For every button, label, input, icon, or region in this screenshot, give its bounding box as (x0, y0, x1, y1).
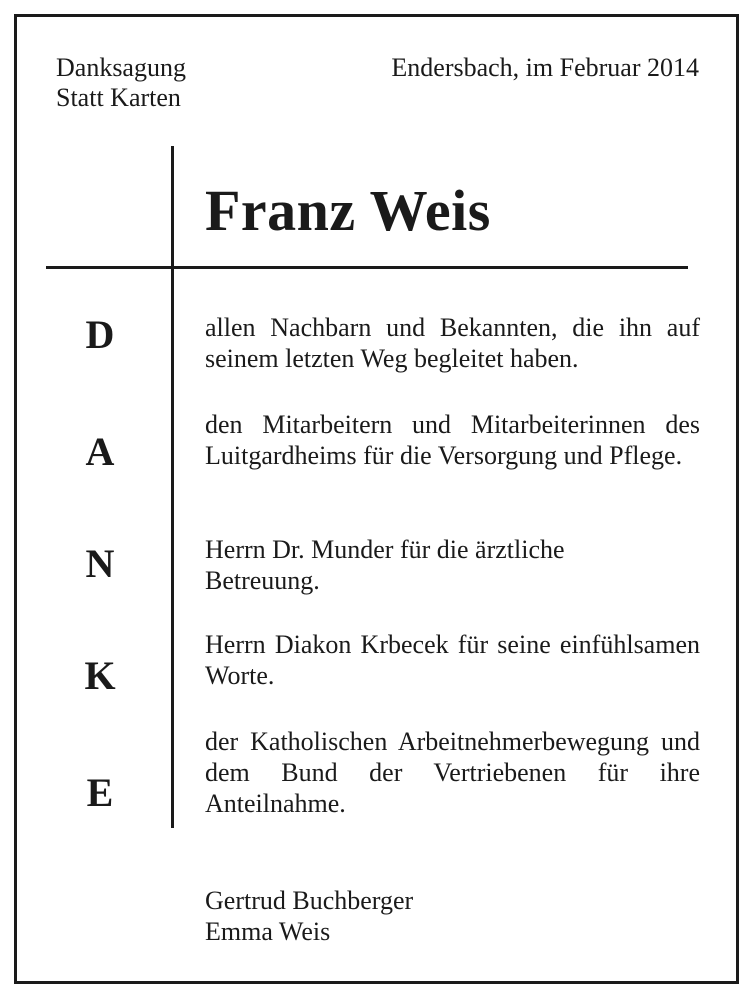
danke-letter: A (85, 429, 115, 474)
thanks-paragraph (205, 312, 700, 374)
notice-type (56, 53, 186, 113)
thanks-paragraph (205, 726, 700, 819)
thanks-text: allen Nachbarn und Bekannten, die ihn auf seinem letzten Weg begleitet haben. (205, 313, 700, 373)
signature-name: Gertrud Buchberger (205, 886, 414, 915)
thanks-text: der Katholischen Arbeitnehmerbewegung und dem Bund der Vertriebenen für ihre Anteilnahme. (205, 727, 700, 818)
thanks-text: den Mitarbeitern und Mitarbeiterinnen des Luitgardheims für die Versorgung und Pflege. (205, 410, 700, 470)
danke-letter: N (85, 541, 115, 586)
danke-letter: E (86, 770, 114, 815)
horizontal-divider (46, 266, 688, 269)
signatures (205, 885, 413, 947)
thanks-paragraph (205, 534, 625, 596)
thanks-text: Herrn Diakon Krbecek für seine einfühlsamen Worte. (205, 630, 700, 690)
vertical-divider (171, 146, 174, 828)
notice-type-line2: Statt Karten (56, 83, 181, 112)
deceased-name: Franz Weis (205, 178, 491, 243)
danke-letter: K (84, 653, 116, 698)
notice-border (14, 14, 739, 984)
thanks-paragraph (205, 629, 700, 691)
place-date: Endersbach, im Februar 2014 (391, 53, 699, 82)
signature-name: Emma Weis (205, 917, 331, 946)
danke-letter: D (85, 312, 115, 357)
notice-type-line1: Danksagung (56, 53, 186, 82)
thanks-text: Herrn Dr. Munder für die ärztliche Betreuung. (205, 535, 565, 595)
thanks-paragraph (205, 409, 700, 471)
